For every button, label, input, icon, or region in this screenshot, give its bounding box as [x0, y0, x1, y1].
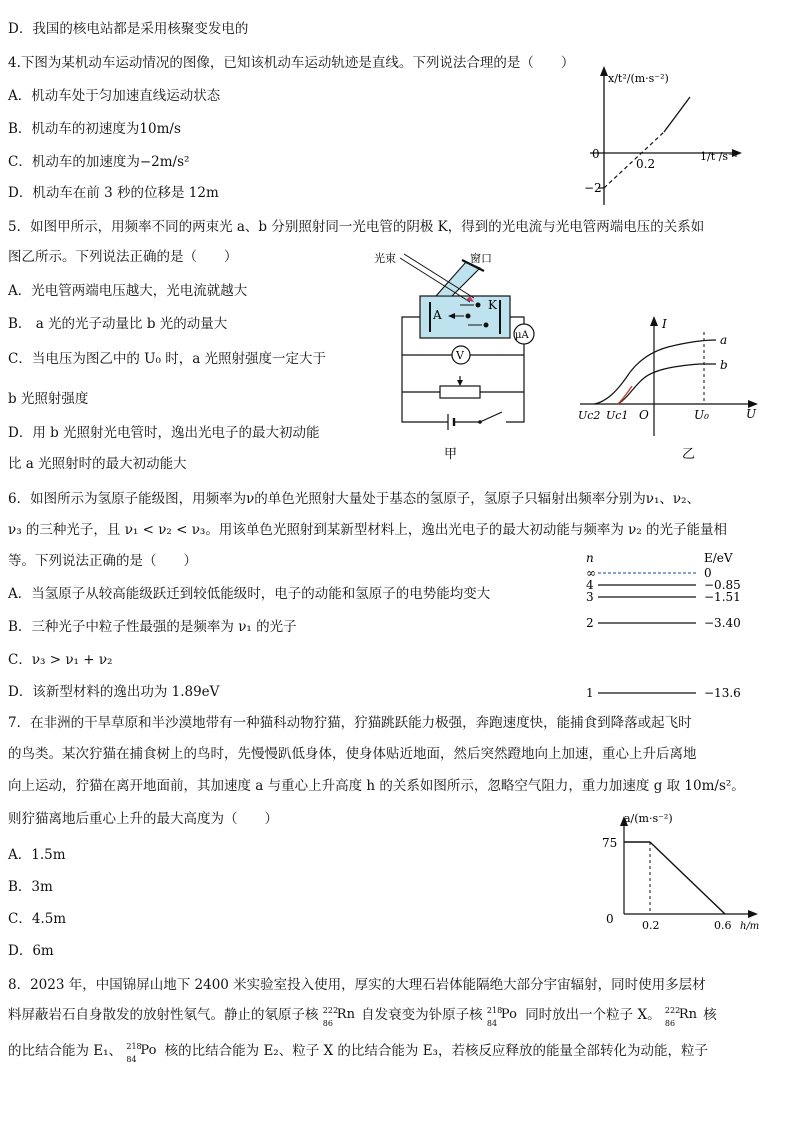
energy-level-n: ∞ — [586, 566, 596, 580]
q8-line2-part3: 同时放出一个粒子 X。 — [525, 1007, 661, 1023]
rn-nuclide-1: 222 86 Rn — [322, 1006, 355, 1028]
q6-stem-line1: 6．如图所示为氢原子能级图，用频率为ν的单色光照射大量处于基态的氢原子，氢原子只辐射出频率分别为ν₁、ν₂、 — [8, 491, 701, 507]
q5-uc1-label: Uc1 — [606, 409, 629, 422]
q5-window-label: 窗口 — [470, 252, 492, 265]
q4-y-tick: −2 — [584, 181, 602, 195]
q5-voltmeter-label: V — [456, 349, 464, 362]
q8-line3 — [8, 1042, 708, 1064]
q5-i-axis-label: I — [662, 317, 667, 331]
q7-stem-line4: 则狞猫离地后重心上升的最大高度为（ ） — [8, 811, 278, 827]
q4-stem: 4.下图为某机动车运动情况的图像，已知该机动车运动轨迹是直线。下列说法合理的是（ ） — [8, 55, 575, 71]
q6-option-c: C．ν₃ > ν₁ + ν₂ — [8, 652, 113, 668]
po-nuclide-2: 218 84 Po — [126, 1042, 157, 1064]
q4-y-label: x/t²/(m·s⁻²) — [608, 72, 669, 85]
q7-y-label: a/(m·s⁻²) — [624, 812, 673, 825]
energy-level-e: −1.51 — [704, 590, 741, 604]
q5-origin-label: O — [639, 408, 649, 422]
q5-option-d-line2: 比 a 光照射时的最大初动能大 — [8, 456, 187, 472]
q7-stem-line1: 7．在非洲的干旱草原和半沙漠地带有一种猫科动物狞猫，狞猫跳跃能力极强，奔跑速度快，能捕食到降落或起飞时 — [8, 715, 692, 731]
po-nuclide-1: 218 84 Po — [486, 1006, 517, 1028]
q4-option-b: B．机动车的初速度为10m/s — [8, 121, 181, 137]
q7-option-d: D．6m — [8, 943, 54, 959]
q8-line2-part4: 核 — [703, 1007, 717, 1023]
q7-y-tick: 75 — [602, 836, 618, 850]
q4-origin: 0 — [592, 147, 600, 161]
q8-line3-part1: 的比结合能为 E₁、 — [8, 1043, 123, 1059]
q4-x-tick: 0.2 — [636, 157, 656, 171]
q5-option-c-line2: b 光照射强度 — [8, 391, 89, 407]
q4-option-c: C．机动车的加速度为−2m/s² — [8, 154, 190, 170]
q6-stem-line2: ν₃ 的三种光子，且 ν₁ < ν₂ < ν₃。用该单色光照射到某新型材料上，逸出光电子的最大初动能与频率为 ν₂ 的光子能量相 — [8, 522, 728, 538]
q5-ammeter-label: μA — [515, 330, 529, 341]
q5-u-axis-label: U — [746, 407, 757, 421]
q4-option-d: D．机动车在前 3 秒的位移是 12m — [8, 185, 219, 201]
energy-level-e: −3.40 — [704, 616, 741, 630]
q7-option-b: B．3m — [8, 879, 53, 895]
q7-origin: 0 — [606, 912, 614, 926]
q6-option-d: D．该新型材料的逸出功为 1.89eV — [8, 684, 220, 700]
q7-x-tick-2: 0.6 — [714, 919, 732, 932]
q8-line2-part2: 自发衰变为钋原子核 — [361, 1007, 483, 1023]
q7-stem-line3: 向上运动，狞猫在离开地面前，其加速度 a 与重心上升高度 h 的关系如图所示，忽略空气阻力，重力加速度 g 取 10m/s²。 — [8, 778, 745, 794]
q5-anode-label: A — [433, 308, 442, 322]
q5-curve-a-label: a — [720, 333, 728, 347]
energy-level-e: −0.85 — [704, 578, 741, 592]
q5-circuit-caption: 甲 — [444, 447, 458, 462]
q6-e-header: E/eV — [704, 551, 733, 565]
q5-option-b: B． a 光的光子动量比 b 光的动量大 — [8, 316, 228, 332]
q5-option-a: A．光电管两端电压越大，光电流就越大 — [8, 283, 248, 299]
q5-curve-b-label: b — [720, 358, 728, 372]
q7-x-tick-1: 0.2 — [642, 919, 660, 932]
energy-level-n: 2 — [586, 616, 594, 630]
rn-nuclide-2: 222 86 Rn — [664, 1006, 698, 1028]
energy-level-n: 3 — [586, 590, 594, 604]
q5-beam-label: 光束 — [374, 252, 396, 265]
q3-option-d: D．我国的核电站都是采用核聚变发电的 — [8, 21, 249, 37]
q6-option-a: A．当氢原子从较高能级跃迁到较低能级时，电子的动能和氢原子的电势能均变大 — [8, 586, 491, 602]
q5-stem-line2: 图乙所示。下列说法正确的是（ ） — [8, 249, 238, 265]
q5-graph-caption: 乙 — [682, 447, 696, 462]
q8-line2-part1: 料屏蔽岩石自身散发的放射性氡气。静止的氡原子核 — [8, 1007, 319, 1023]
energy-level-n: 1 — [586, 686, 594, 700]
q6-n-header: n — [586, 551, 594, 565]
q7-stem-line2: 的鸟类。某次狞猫在捕食树上的鸟时，先慢慢趴低身体，使身体贴近地面，然后突然蹬地向上加速，重心上升后离地 — [8, 746, 697, 762]
q8-line3-part2: 核的比结合能为 E₂、粒子 X 的比结合能为 E₃，若核反应释放的能量全部转化为动能，粒子 — [164, 1043, 708, 1059]
energy-level-n: 4 — [586, 578, 594, 592]
q5-uc2-label: Uc2 — [578, 409, 601, 422]
q5-option-c-line1: C．当电压为图乙中的 U₀ 时，a 光照射强度一定大于 — [8, 351, 327, 367]
q5-u0-label: U₀ — [694, 408, 709, 422]
energy-level-e: 0 — [704, 566, 712, 580]
q7-option-a: A．1.5m — [8, 847, 66, 863]
q7-option-c: C．4.5m — [8, 911, 67, 927]
q6-stem-line3: 等。下列说法正确的是（ ） — [8, 553, 197, 569]
energy-level-e: −13.6 — [704, 686, 741, 700]
q4-option-a: A．机动车处于匀加速直线运动状态 — [8, 88, 221, 104]
q4-x-label: 1/t /s⁻¹ — [700, 150, 739, 163]
q7-x-label: h/m — [740, 921, 760, 932]
q6-option-b: B．三种光子中粒子性最强的是频率为 ν₁ 的光子 — [8, 619, 297, 635]
q5-stem-line1: 5．如图甲所示，用频率不同的两束光 a、b 分别照射同一光电管的阴极 K，得到的光电流与光电管两端电压的关系如 — [8, 219, 705, 235]
q5-option-d-line1: D．用 b 光照射光电管时，逸出光电子的最大初动能 — [8, 425, 320, 441]
q8-line1: 8．2023 年，中国锦屏山地下 2400 米实验室投入使用，厚实的大理石岩体能隔绝大部分宇宙辐射，同时使用多层材 — [8, 977, 706, 993]
q8-line2 — [8, 1006, 717, 1028]
q5-cathode-label: K — [488, 298, 497, 312]
